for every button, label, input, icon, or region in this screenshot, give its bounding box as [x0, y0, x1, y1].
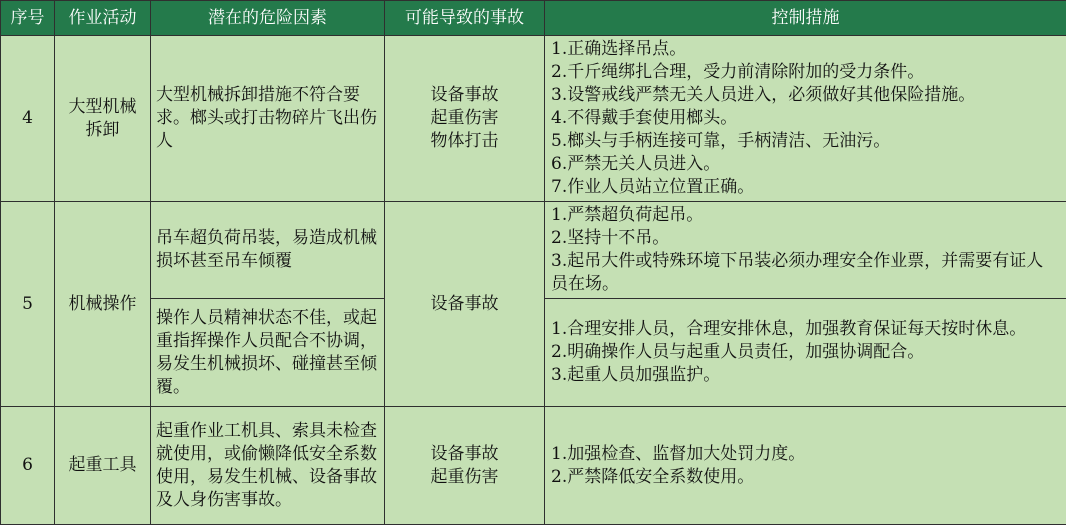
measure-item: 3.起吊大件或特殊环境下吊装必须办理安全作业票，并需要有证人员在场。: [551, 250, 1060, 296]
table-row: [1, 202, 1066, 299]
activity-cell: 大型机械拆卸: [55, 36, 151, 202]
accident-cell: 设备事故: [385, 202, 545, 407]
measure-item: 7.作业人员站立位置正确。: [551, 176, 1060, 199]
measure-item: 3.起重人员加强监护。: [551, 364, 1060, 387]
accident-cell: [385, 36, 545, 202]
measures-cell: [545, 36, 1066, 202]
header-measures: 控制措施: [545, 1, 1066, 36]
table-row: [1, 36, 1066, 202]
header-activity: 作业活动: [55, 1, 151, 36]
accident-line: 物体打击: [391, 130, 538, 153]
measure-item: 2.千斤绳绑扎合理，受力前清除附加的受力条件。: [551, 61, 1060, 84]
header-accident: 可能导致的事故: [385, 1, 545, 36]
measures-cell: [545, 202, 1066, 299]
measures-cell: [545, 407, 1066, 525]
measure-item: 4.不得戴手套使用榔头。: [551, 107, 1060, 130]
measures-cell: [545, 299, 1066, 407]
activity-cell: 起重工具: [55, 407, 151, 525]
measure-item: 6.严禁无关人员进入。: [551, 153, 1060, 176]
measure-item: 2.坚持十不吊。: [551, 227, 1060, 250]
row-number: 5: [1, 202, 55, 407]
measure-item: 1.严禁超负荷起吊。: [551, 204, 1060, 227]
measure-item: 2.明确操作人员与起重人员责任，加强协调配合。: [551, 341, 1060, 364]
measure-item: 3.设警戒线严禁无关人员进入，必须做好其他保险措施。: [551, 84, 1060, 107]
accident-line: 起重伤害: [391, 107, 538, 130]
header-risk: 潜在的危险因素: [151, 1, 385, 36]
measure-item: 1.合理安排人员，合理安排休息，加强教育保证每天按时休息。: [551, 318, 1060, 341]
accident-line: 设备事故: [391, 84, 538, 107]
measure-item: 1.加强检查、监督加大处罚力度。: [551, 443, 1060, 466]
measure-item: 1.正确选择吊点。: [551, 38, 1060, 61]
accident-line: 起重伤害: [391, 466, 538, 489]
header-no: 序号: [1, 1, 55, 36]
measure-item: 2.严禁降低安全系数使用。: [551, 466, 1060, 489]
row-number: 4: [1, 36, 55, 202]
table-row: [1, 407, 1066, 525]
accident-line: 设备事故: [391, 443, 538, 466]
header-row: [1, 1, 1066, 36]
risk-cell: 吊车超负荷吊装，易造成机械损坏甚至吊车倾覆: [151, 202, 385, 299]
risk-cell: 起重作业工机具、索具未检查就使用，或偷懒降低安全系数使用，易发生机械、设备事故及人身伤害事故。: [151, 407, 385, 525]
measure-item: 5.榔头与手柄连接可靠，手柄清洁、无油污。: [551, 130, 1060, 153]
accident-cell: [385, 407, 545, 525]
activity-cell: 机械操作: [55, 202, 151, 407]
risk-cell: 大型机械拆卸措施不符合要求。榔头或打击物碎片飞出伤人: [151, 36, 385, 202]
row-number: 6: [1, 407, 55, 525]
risk-cell: 操作人员精神状态不佳，或起重指挥操作人员配合不协调，易发生机械损坏、碰撞甚至倾覆。: [151, 299, 385, 407]
